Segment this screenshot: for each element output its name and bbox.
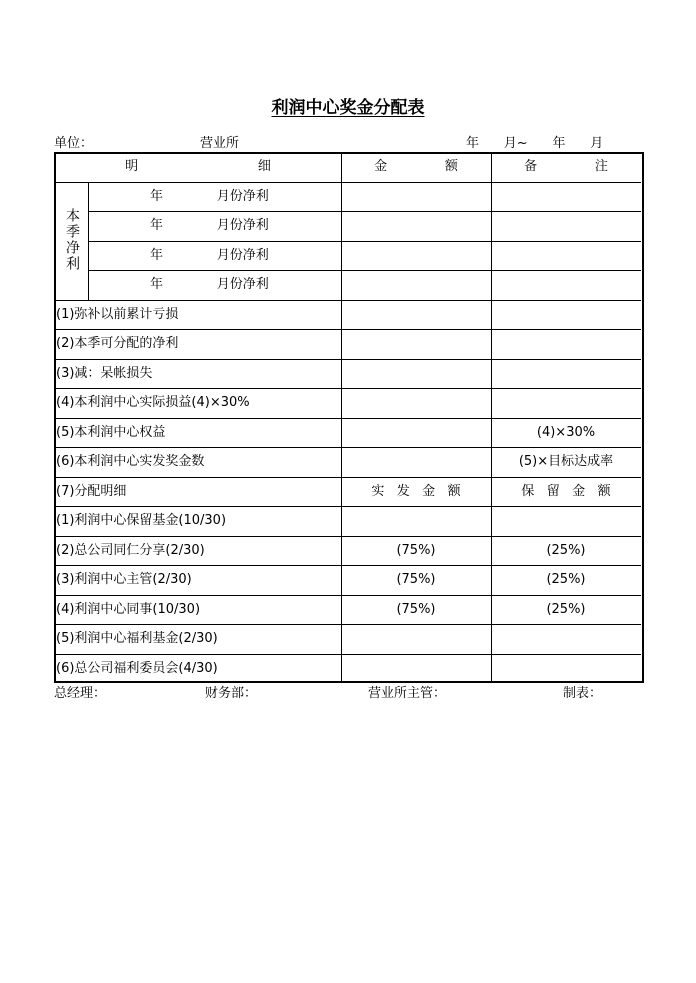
- unit-value: 营业所: [200, 136, 240, 151]
- unit-label: 单位：: [54, 136, 94, 151]
- row-remark: (4)×30%: [536, 425, 596, 440]
- row-remark: (25%): [546, 572, 586, 587]
- footer-prepared-by: 制表：: [563, 686, 603, 701]
- row-detail: (2)本季可分配的净利: [56, 336, 179, 351]
- row-detail: (1)利润中心保留基金(10/30): [56, 513, 227, 528]
- row-detail: (5)本利润中心权益: [56, 425, 166, 440]
- footer-finance: 财务部：: [205, 686, 258, 701]
- row-remark: (5)×目标达成率: [518, 454, 614, 469]
- row-remark: (25%): [546, 602, 586, 617]
- row-amount: 实 发 金 额: [371, 484, 461, 499]
- footer-general-manager: 总经理：: [54, 686, 107, 701]
- row-amount: (75%): [396, 572, 436, 587]
- col-header-remark: 备 注: [524, 159, 608, 174]
- row-detail: (5)利润中心福利基金(2/30): [56, 631, 218, 646]
- row-divider: [55, 182, 641, 183]
- row-amount: (75%): [396, 543, 436, 558]
- footer-office-supervisor: 营业所主管：: [368, 686, 447, 701]
- row-amount: (75%): [396, 602, 436, 617]
- col-header-amount: 金 额: [374, 159, 458, 174]
- monthly-net-profit-row: 年 月份净利: [150, 248, 269, 263]
- row-detail: (1)弥补以前累计亏损: [56, 307, 179, 322]
- row-detail: (3)利润中心主管(2/30): [56, 572, 192, 587]
- monthly-net-profit-row: 年 月份净利: [150, 189, 269, 204]
- row-detail: (4)本利润中心实际损益(4)×30%: [56, 395, 250, 410]
- page-title: 利润中心奖金分配表: [271, 98, 425, 118]
- row-remark: 保 留 金 额: [521, 484, 611, 499]
- row-detail: (2)总公司同仁分享(2/30): [56, 543, 205, 558]
- column-divider: [88, 182, 89, 300]
- row-detail: (4)利润中心同事(10/30): [56, 602, 201, 617]
- monthly-net-profit-row: 年 月份净利: [150, 277, 269, 292]
- row-detail: (6)总公司福利委员会(4/30): [56, 661, 218, 676]
- quarter-net-profit-label: 本季净利: [64, 208, 80, 272]
- col-header-detail: 明 细: [125, 159, 271, 174]
- period-label: 年 月~ 年 月: [466, 136, 604, 151]
- row-detail: (6)本利润中心实发奖金数: [56, 454, 205, 469]
- row-detail: (7)分配明细: [56, 484, 127, 499]
- row-detail: (3)减：呆帐损失: [56, 366, 153, 381]
- monthly-net-profit-row: 年 月份净利: [150, 218, 269, 233]
- row-remark: (25%): [546, 543, 586, 558]
